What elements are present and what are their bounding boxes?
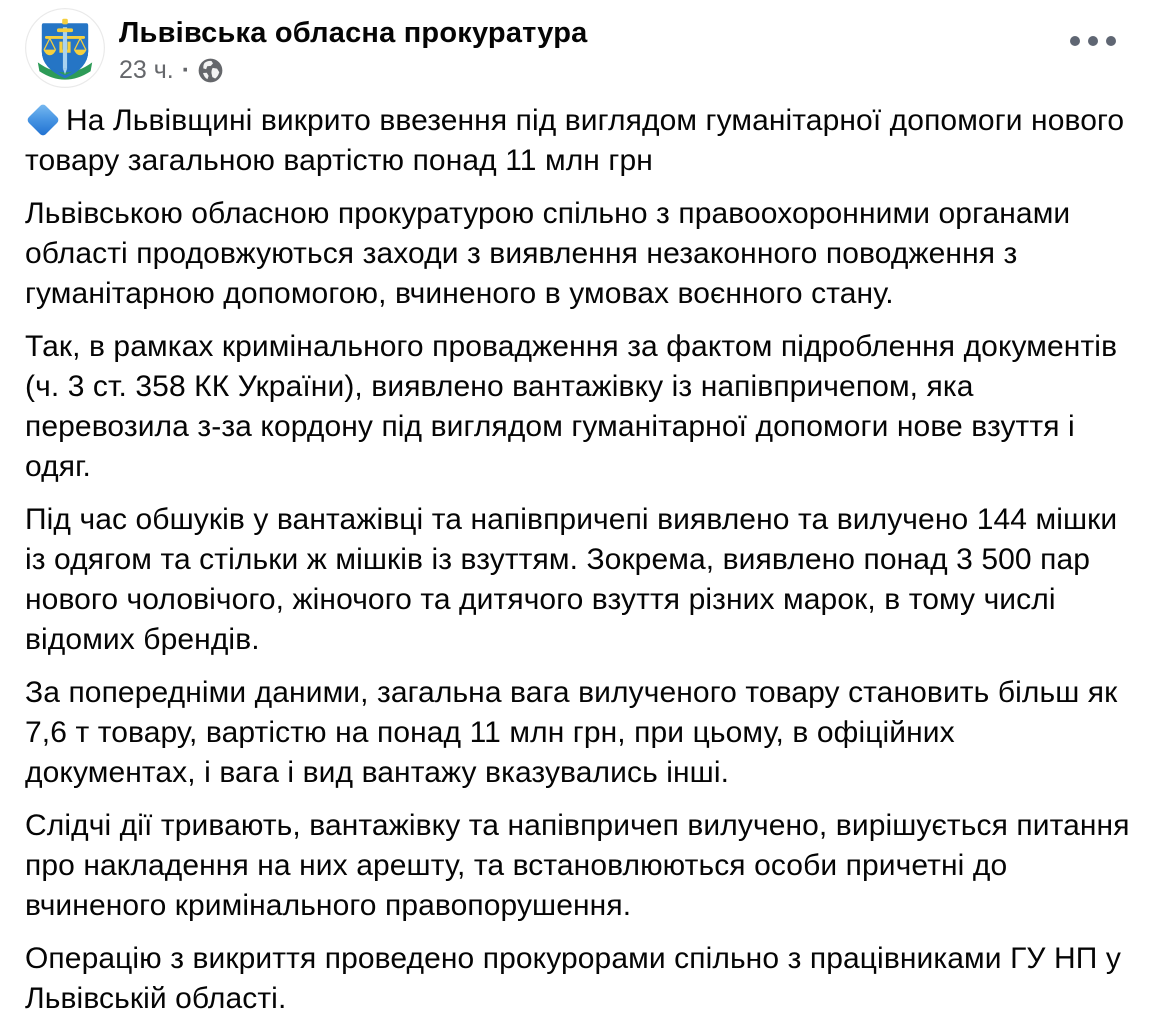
post-paragraph: Слідчі дії тривають, вантажівку та напівпричеп вилучено, вирішується питання про накладення на них арешту, та встановлюються особи причетні до вчиненого кримінального правопорушення. — [25, 809, 1130, 922]
post-paragraph — [25, 101, 1132, 181]
blue-diamond-icon — [26, 103, 60, 137]
post-paragraph: Під час обшуків у вантажівці та напівпричепі виявлено та вилучено 144 мішки із одягом та стільки ж мішків із взуттям. Зокрема, виявлено понад 3 500 пар нового чоловічого, жіночого та дитячого взуття різних марок, в тому числі відомих брендів. — [25, 503, 1118, 656]
page-name-link[interactable]: Львівська обласна прокуратура — [119, 17, 588, 49]
post-paragraph: Так, в рамках кримінального провадження за фактом підроблення документів (ч. 3 ст. 358 КК України), виявлено вантажівку із напівпричепом, яка перевозила з-за кордону під виглядом гуманітарної допомоги нове взуття і одяг. — [25, 330, 1118, 483]
post-paragraph: За попередніми даними, загальна вага вилученого товару становить більш як 7,6 т товару, вартістю на понад 11 млн грн, при цьому, в офіційних документах, і вага і вид вантажу вказувались інші. — [25, 676, 1118, 789]
post-text — [0, 88, 1158, 1019]
post-header — [0, 0, 1158, 88]
timestamp-link[interactable]: 23 ч. — [119, 55, 174, 84]
globe-icon — [198, 58, 223, 83]
ellipsis-icon — [1070, 36, 1116, 46]
header-meta — [119, 8, 587, 83]
avatar[interactable] — [25, 8, 105, 88]
post-subline — [119, 55, 587, 84]
post-options-button[interactable] — [1064, 30, 1122, 52]
post-paragraph: Операцію з викриття проведено прокурорами спільно з працівниками ГУ НП у Львівській області. — [25, 942, 1121, 1015]
prosecutor-emblem-icon — [25, 8, 105, 88]
post-paragraph: Львівською обласною прокуратурою спільно з правоохоронними органами області продовжуються заходи з виявлення незаконного поводження з гуманітарною допомогою, вчиненого в умовах воєнного стану. — [25, 197, 1071, 310]
paragraph-text: На Львівщині викрито ввезення під виглядом гуманітарної допомоги нового товару загальною вартістю понад 11 млн грн — [25, 104, 1125, 177]
separator-dot: · — [181, 55, 191, 84]
